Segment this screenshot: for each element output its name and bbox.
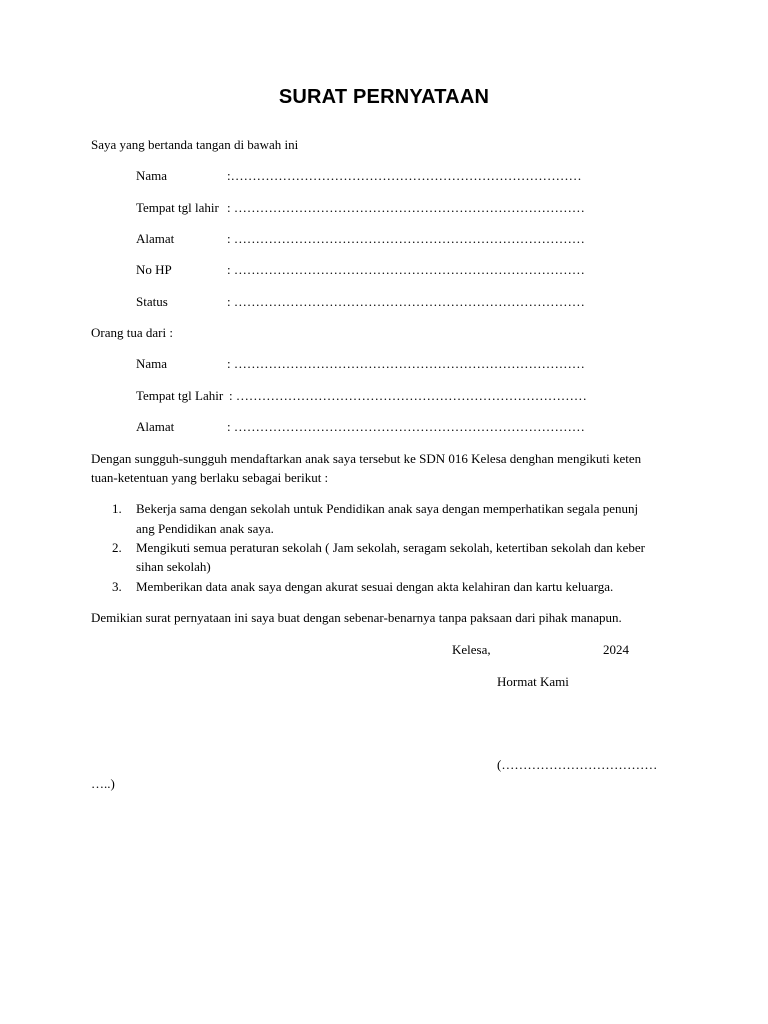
list-item-line-1: Mengikuti semua peraturan sekolah ( Jam sekolah, seragam sekolah, ketertiban sekolah dan keber (136, 540, 645, 555)
statement-line-1: Dengan sungguh-sungguh mendaftarkan anak saya tersebut ke SDN 016 Kelesa denghan mengikuti keten (91, 451, 642, 466)
field-label: Status (136, 294, 168, 309)
list-item-number: 1. (112, 501, 122, 516)
list-item-line-2: ang Pendidikan anak saya. (136, 521, 274, 536)
list-item-line-1: Memberikan data anak saya dengan akurat sesuai dengan akta kelahiran dan kartu keluarga. (136, 579, 614, 594)
signature-line: (……………………………… (497, 757, 658, 772)
intro-text: Saya yang bertanda tangan di bawah ini (91, 137, 299, 152)
field-value: : ……………………………………………………………………… (227, 200, 585, 215)
field-label: Nama (136, 168, 168, 183)
signature-line-end: …..) (91, 776, 115, 791)
page-title: SURAT PERNYATAAN (278, 86, 490, 108)
field-value: : ……………………………………………………………………… (227, 231, 585, 246)
year-text: 2024 (603, 642, 629, 657)
list-item-line-1: Bekerja sama dengan sekolah untuk Pendidikan anak saya dengan memperhatikan segala penunj (136, 501, 639, 516)
field-value: :……………………………………………………………………… (227, 168, 582, 183)
list-item-number: 2. (112, 540, 122, 555)
field-value: : ……………………………………………………………………… (227, 262, 585, 277)
field-value: : ……………………………………………………………………… (229, 388, 587, 403)
field-value: : ……………………………………………………………………… (227, 356, 585, 371)
field-label: Tempat tgl lahir (136, 200, 219, 215)
statement-line-2: tuan-ketentuan yang berlaku sebagai berikut : (91, 470, 329, 485)
closing-text: Demikian surat pernyataan ini saya buat dengan sebenar-benarnya tanpa paksaan dari pihak manapun. (91, 610, 622, 625)
field-label: Alamat (136, 231, 175, 246)
place-text: Kelesa, (452, 642, 491, 657)
field-value: : ……………………………………………………………………… (227, 419, 585, 434)
list-item-number: 3. (112, 579, 122, 594)
field-label: Alamat (136, 419, 175, 434)
field-label: Nama (136, 356, 168, 371)
parent-heading: Orang tua dari : (91, 325, 173, 340)
field-label: No HP (136, 262, 172, 277)
field-value: : ……………………………………………………………………… (227, 294, 585, 309)
regards-text: Hormat Kami (497, 674, 569, 689)
list-item-line-2: sihan sekolah) (136, 559, 211, 574)
field-label: Tempat tgl Lahir (136, 388, 224, 403)
